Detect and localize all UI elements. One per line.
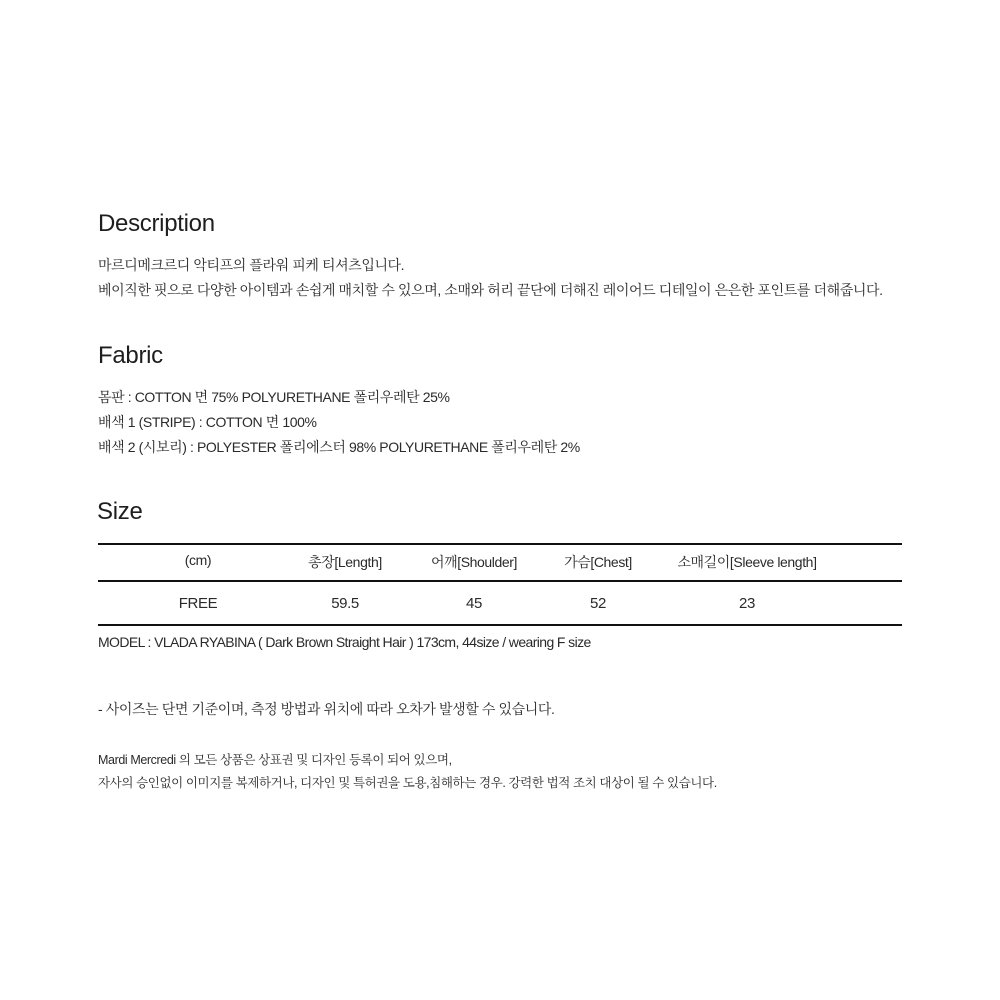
table-bottom-rule [98,624,902,626]
size-heading: Size [97,498,143,525]
table-top-rule [98,543,902,545]
description-line-1: 마르디메크르디 악티프의 플라워 피케 티셔츠입니다. [98,257,405,273]
header-sleeve-length: 소매길이[Sleeve length] [677,554,817,570]
row-length: 59.5 [331,595,359,612]
header-length: 총장[Length] [308,554,382,570]
description-line-2: 베이직한 핏으로 다양한 아이템과 손쉽게 매치할 수 있으며, 소매와 허리 끝단에 더해진 레이어드 디테일이 은은한 포인트를 더해줍니다. [98,282,883,298]
header-shoulder: 어깨[Shoulder] [430,554,518,570]
row-sleeve-length: 23 [739,595,755,612]
row-size: FREE [178,595,218,612]
size-notice: - 사이즈는 단면 기준이며, 측정 방법과 위치에 따라 오차가 발생할 수 있습니다. [98,701,555,717]
table-middle-rule [98,580,902,582]
fabric-line-rib: 배색 2 (시보리) : POLYESTER 폴리에스터 98% POLYURETHANE 폴리우레탄 2% [98,439,580,455]
header-unit: (cm) [184,552,212,568]
model-info: MODEL : VLADA RYABINA ( Dark Brown Straight Hair ) 173cm, 44size / wearing F size [98,634,591,650]
fabric-line-body: 몸판 : COTTON 면 75% POLYURETHANE 폴리우레탄 25% [98,389,450,405]
header-chest: 가슴[Chest] [564,554,632,570]
fabric-line-stripe: 배색 1 (STRIPE) : COTTON 면 100% [98,414,317,430]
row-chest: 52 [590,595,606,612]
copyright-line-2: 자사의 승인없이 이미지를 복제하거나, 디자인 및 특허권을 도용,침해하는 경우. 강력한 법적 조치 대상이 될 수 있습니다. [98,776,717,790]
description-heading: Description [98,210,215,237]
row-shoulder: 45 [466,595,482,612]
fabric-heading: Fabric [98,342,163,369]
copyright-line-1: Mardi Mercredi 의 모든 상품은 상표권 및 디자인 등록이 되어 있으며, [98,753,452,767]
